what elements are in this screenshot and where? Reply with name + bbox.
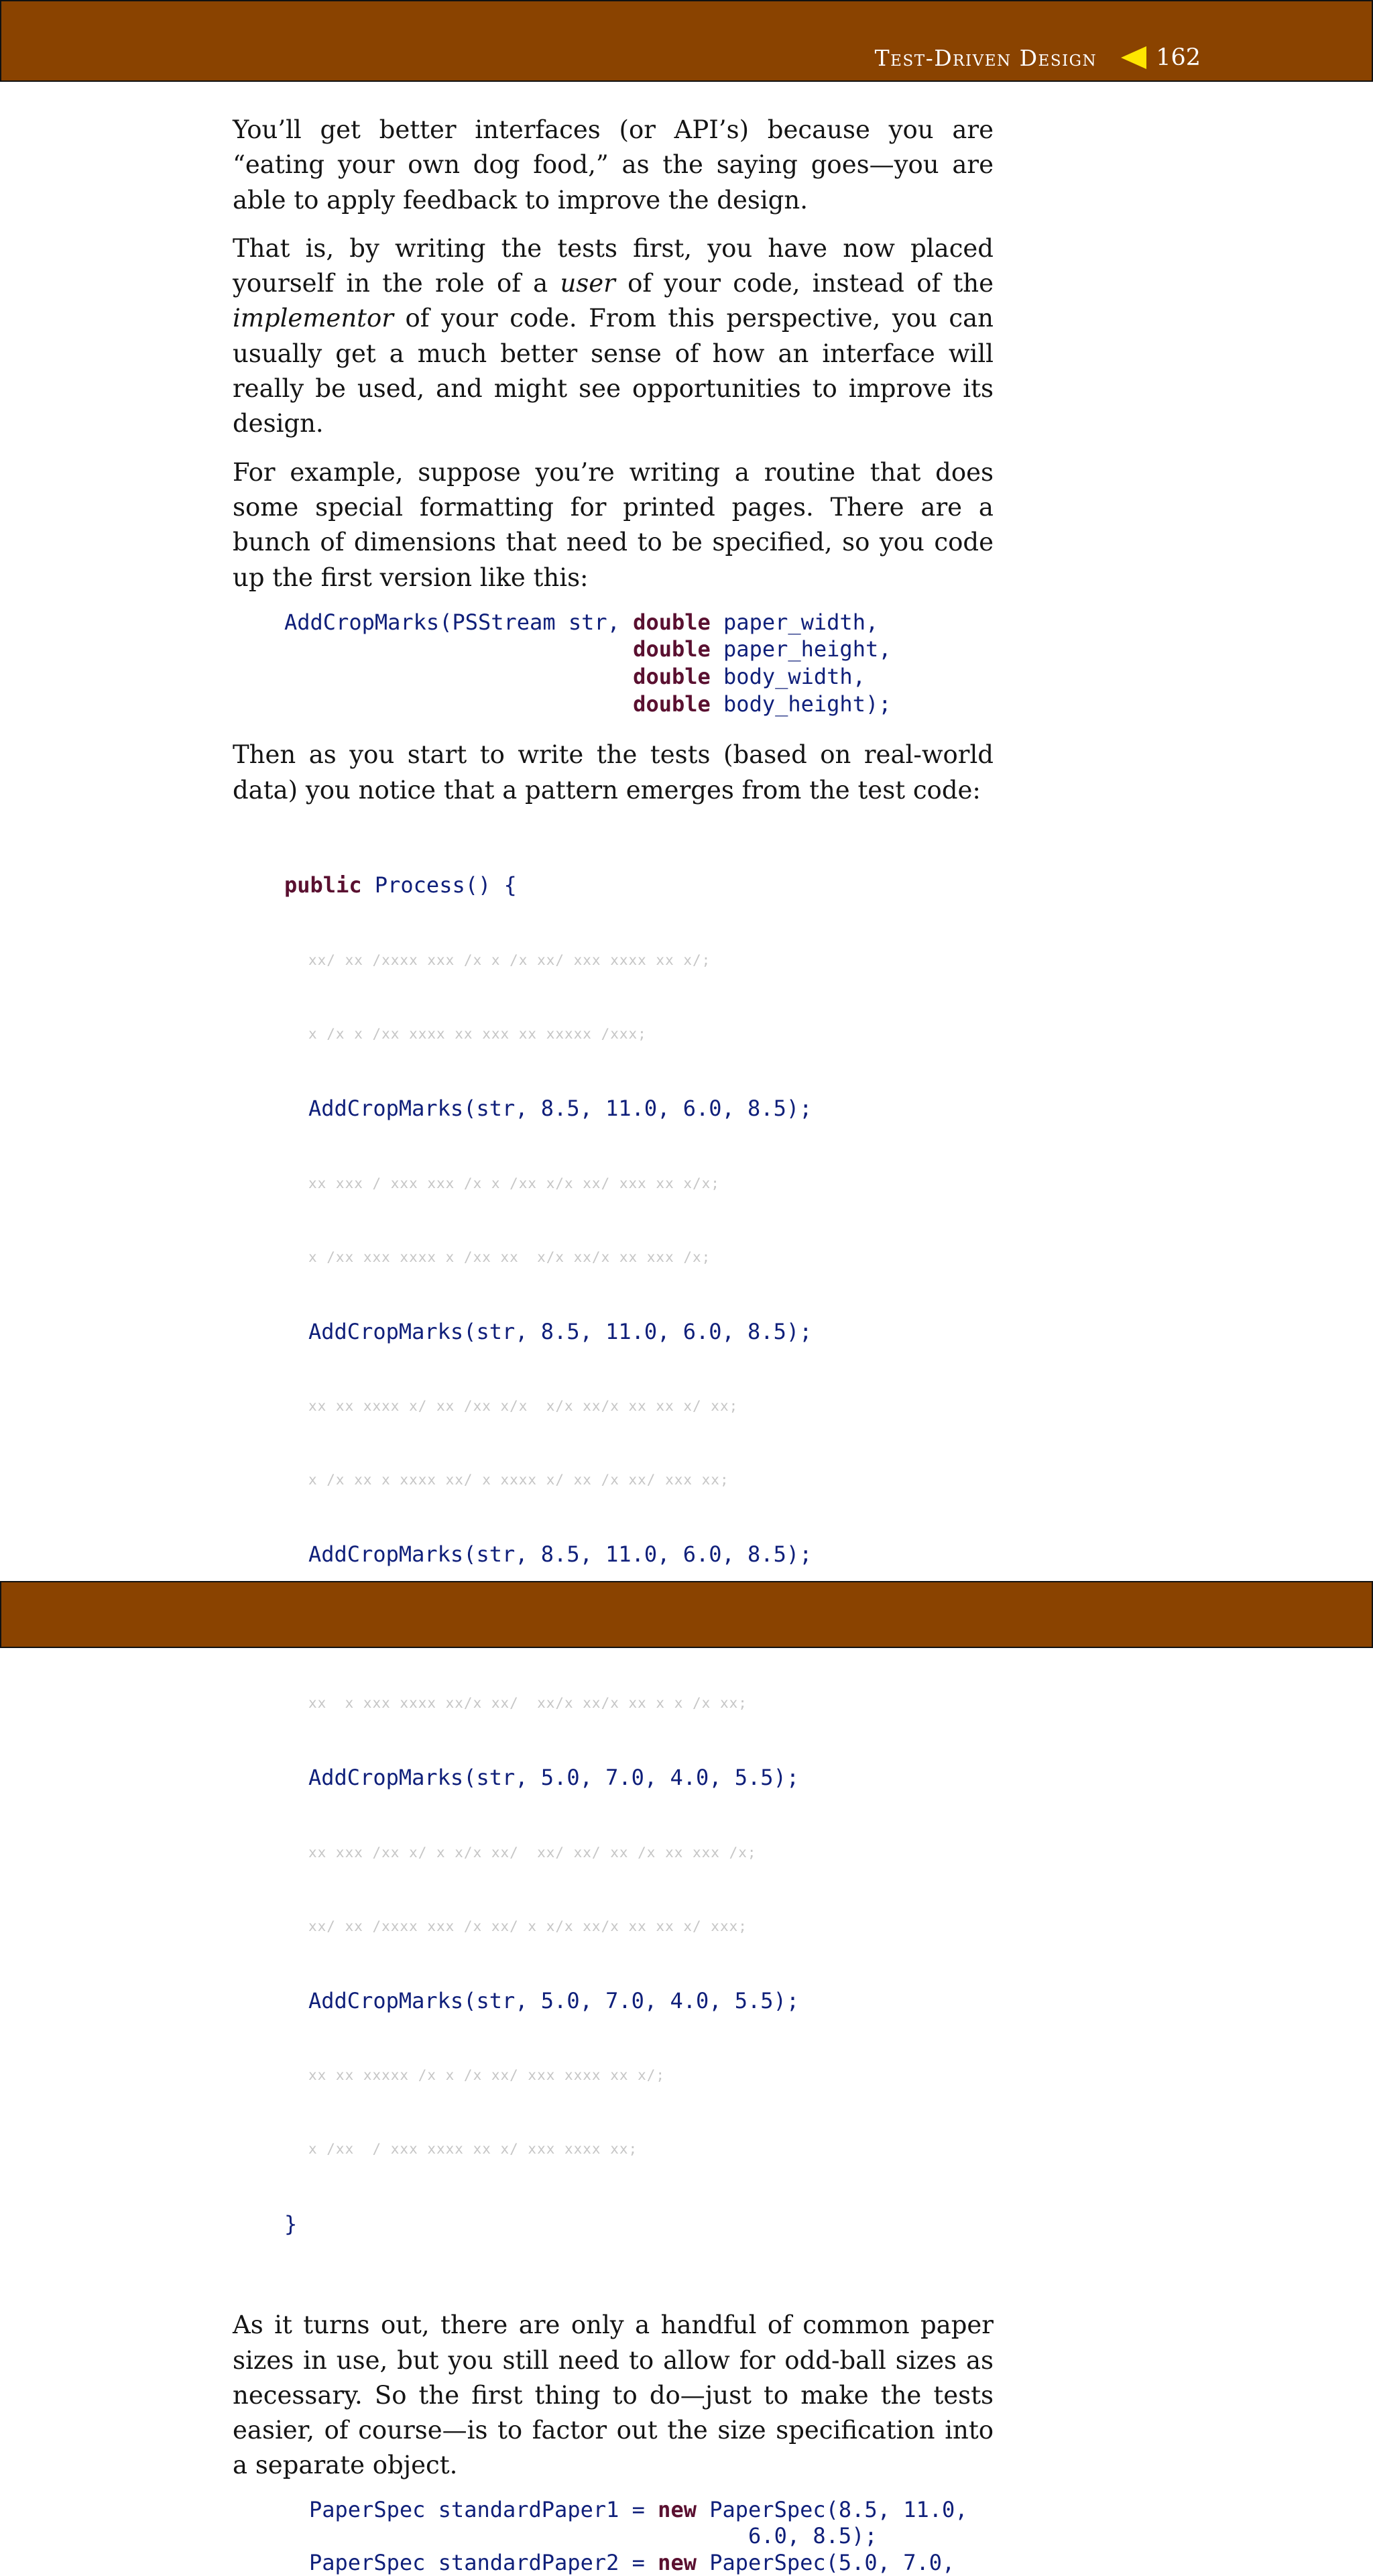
code-text: body_height);: [710, 691, 892, 717]
running-head: [875, 44, 1201, 71]
code-keyword: public: [284, 872, 362, 898]
redacted-code-line: xx xx xxxx x/ xx /xx x/x x/x xx/x xx xx x/ xx;: [308, 1398, 739, 1415]
code-text: paper_height,: [710, 636, 892, 662]
footer-band: [0, 1581, 1373, 1648]
redacted-code-line: xx xxx / xxx xxx /x x /xx x/x xx/ xxx xx x/x;: [308, 1175, 720, 1191]
code-block-process: [284, 821, 994, 2288]
redacted-code-line: x /xx xxx xxxx x /xx xx x/x xx/x xx xxx /x;: [308, 1248, 711, 1265]
paragraph-5: As it turns out, there are only a handful of common paper sizes in use, but you still need to allow for odd-ball sizes as necessary. So the first thing to do—just to make the tests easier, of course—is to factor out the size specification into a separate object.: [233, 2310, 994, 2480]
code-keyword: new: [658, 2549, 697, 2575]
redacted-code-line: xx xxx /xx x/ x x/x xx/ xx/ xx/ xx /x xx xxx /x;: [308, 1844, 757, 1861]
redacted-code-line: x /x x /xx xxxx xx xxx xx xxxxx /xxx;: [308, 1025, 647, 1042]
redacted-code-line: xx/ xx /xxxx xxx /x xx/ x x/x xx/x xx xx x/ xxx;: [308, 1918, 748, 1934]
code-keyword: double: [633, 691, 711, 717]
code-text: PaperSpec(8.5, 11.0,: [696, 2496, 968, 2522]
code-indent: [284, 636, 633, 662]
code-text: paper_width,: [710, 609, 879, 635]
paragraph-1: You’ll get better interfaces (or API’s) because you are “eating your own dog food,” as the saying goes—you are able to apply feedback to improve the design.: [233, 115, 994, 215]
page-body: [233, 113, 994, 2576]
code-line: AddCropMarks(str, 8.5, 11.0, 6.0, 8.5);: [308, 1541, 813, 1568]
code-line: AddCropMarks(str, 5.0, 7.0, 4.0, 5.5);: [308, 1764, 800, 1790]
paragraph-2: [233, 231, 994, 442]
paragraph-2-text-c: of your code. From this perspective, you can usually get a much better sense of how an interface will really be used, and might see opportunities to improve its design.: [233, 304, 994, 438]
section-title: Test-Driven Design: [874, 44, 1097, 71]
redacted-code-line: xx x xxx xxxx xx/x xx/ xx/x xx/x xx x x /x xx;: [308, 1694, 748, 1711]
redacted-code-line: x /x xx x xxxx xx/ x xxxx x/ xx /x xx/ xxx xx;: [308, 1472, 729, 1488]
redacted-code-line: x /xx / xxx xxxx xx x/ xxx xxxx xx;: [308, 2141, 638, 2158]
code-line: [284, 872, 994, 898]
code-text: body_width,: [710, 664, 865, 690]
code-keyword: double: [633, 636, 711, 662]
code-block-signature: [284, 609, 994, 717]
code-line: }: [284, 2211, 298, 2237]
code-keyword: double: [633, 609, 711, 635]
code-line: AddCropMarks(str, 8.5, 11.0, 6.0, 8.5);: [308, 1318, 813, 1344]
redacted-code-line: xx xx xxxxx /x x /x xx/ xxx xxxx xx x/;: [308, 2067, 666, 2084]
code-line: AddCropMarks(str, 8.5, 11.0, 6.0, 8.5);: [308, 1095, 813, 1121]
code-text: Process() {: [361, 872, 517, 898]
redacted-code-line: xx/ xx /xxxx xxx /x x /x xx/ xxx xxxx xx x/;: [308, 951, 711, 968]
code-text: AddCropMarks(PSStream str,: [284, 609, 634, 635]
header-band: [0, 0, 1373, 82]
paragraph-2-text-a: That is, by writing the tests first, you have now placed yourself in the role of a: [233, 233, 994, 298]
paragraph-4: Then as you start to write the tests (based on real-world data) you notice that a pattern emerges from the test code:: [233, 740, 994, 805]
page-number: 162: [1156, 44, 1201, 71]
back-arrow-icon[interactable]: [1121, 46, 1146, 69]
paragraph-3: For example, suppose you’re writing a routine that does some special formatting for printed pages. There are a bunch of dimensions that need to be specified, so you code up the first version like this:: [233, 457, 994, 592]
paragraph-2-text-b: of your code, instead of the: [615, 269, 994, 298]
code-text: 6.0, 8.5);: [309, 2523, 878, 2549]
code-indent: [284, 664, 633, 689]
code-indent: [284, 691, 633, 717]
code-keyword: double: [633, 664, 711, 690]
code-block-paperspec: [309, 2497, 994, 2576]
code-text: PaperSpec standardPaper2 =: [309, 2549, 658, 2575]
code-keyword: new: [658, 2496, 697, 2522]
emphasis-user: user: [560, 269, 615, 298]
code-line: AddCropMarks(str, 5.0, 7.0, 4.0, 5.5);: [308, 1987, 800, 2013]
code-text: PaperSpec standardPaper1 =: [309, 2496, 658, 2522]
code-text: PaperSpec(5.0, 7.0,: [696, 2549, 955, 2575]
emphasis-implementor: implementor: [233, 304, 394, 333]
